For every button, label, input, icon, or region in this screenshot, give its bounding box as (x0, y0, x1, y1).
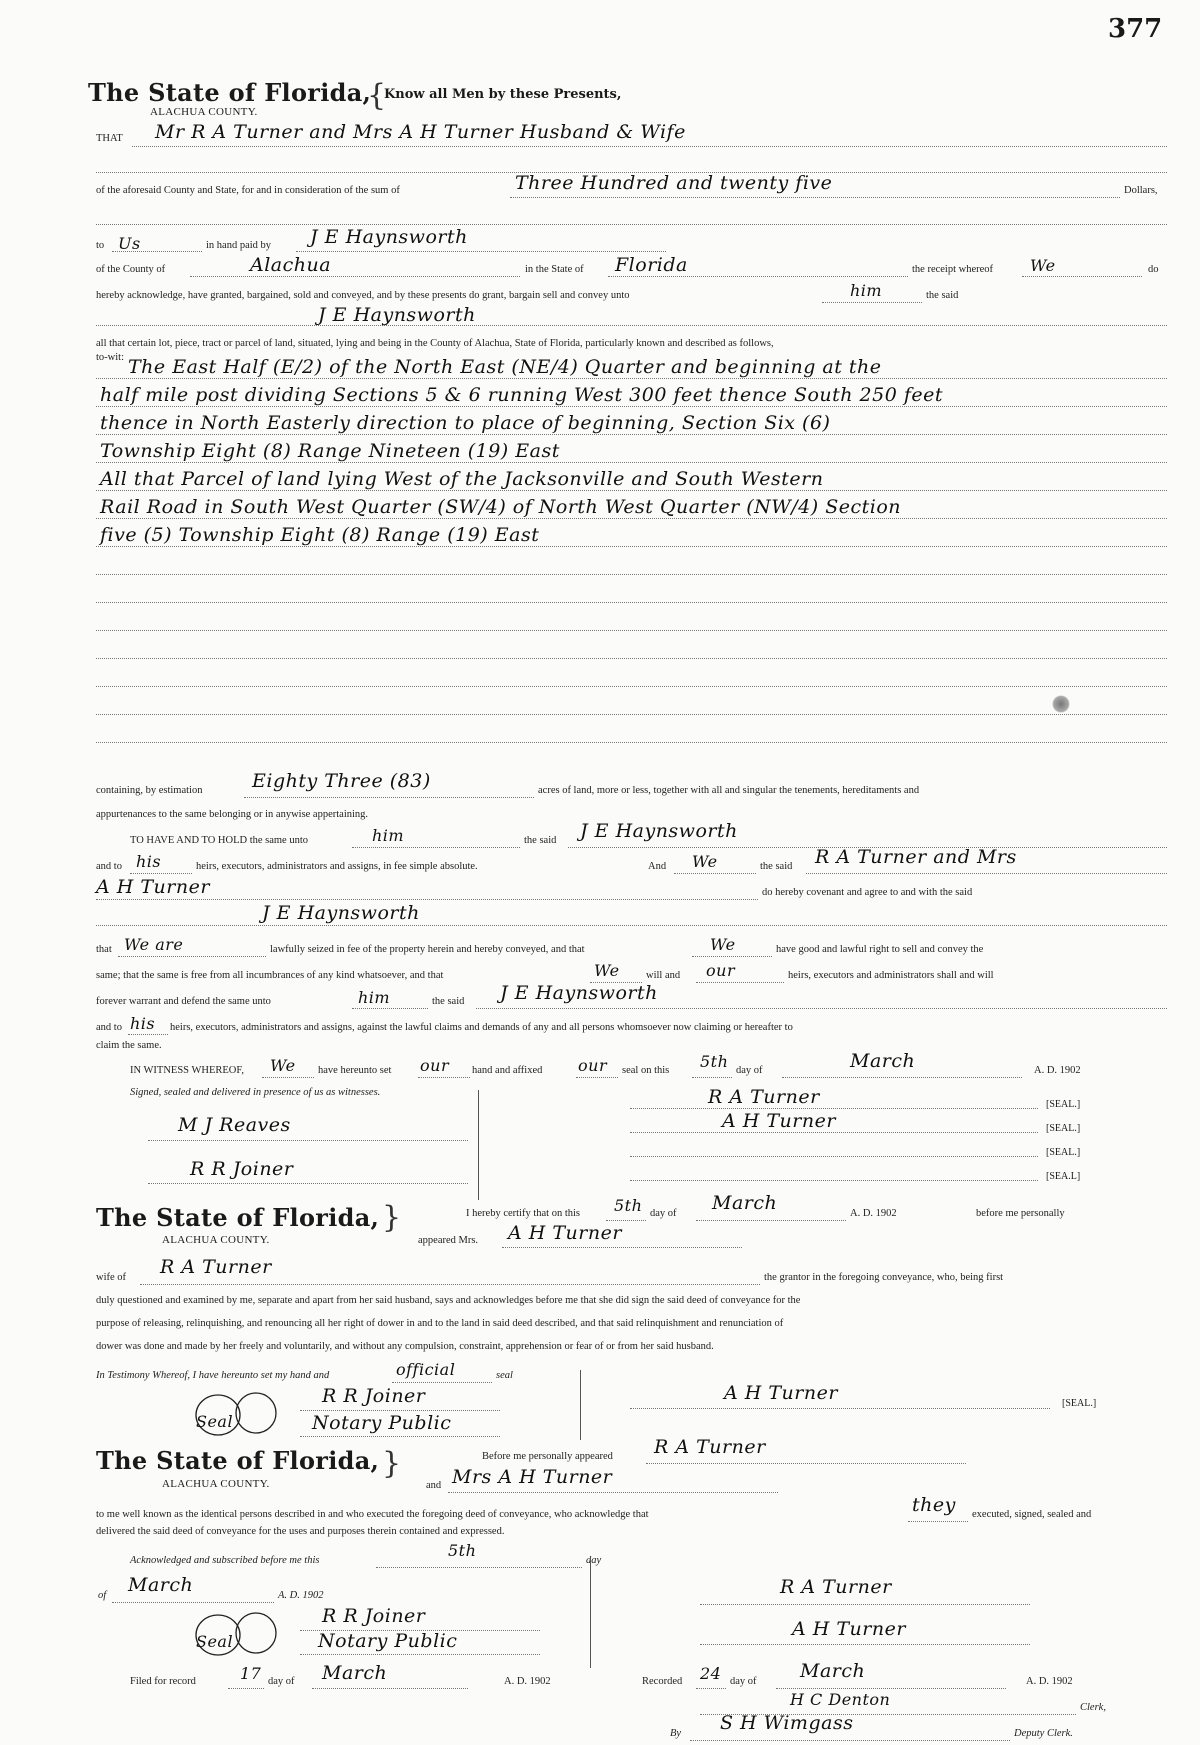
county-label: ALACHUA COUNTY. (150, 106, 258, 118)
description-line-2: half mile post dividing Sections 5 & 6 running West 300 feet thence South 250 feet (100, 384, 944, 406)
him-handwritten: him (358, 988, 391, 1007)
dower-body-2: purpose of releasing, relinquishing, and renouncing all her right of dower in and to the land in said deed described, and that said relinquishment and renunciation of (96, 1318, 784, 1329)
witness-1: M J Reaves (178, 1114, 291, 1136)
description-line-7: five (5) Township Eight (8) Range (19) East (100, 524, 540, 546)
ack-bracket (590, 1558, 591, 1668)
description-line-3: thence in North Easterly direction to place of beginning, Section Six (6) (100, 412, 831, 434)
dower-bracket (580, 1370, 581, 1440)
dower-body-3: dower was done and made by her freely and voluntarily, and without any compulsion, constraint, apprehension or fear of or from her said husband. (96, 1341, 714, 1352)
his-handwritten: his (130, 1014, 156, 1033)
have-set-label: have hereunto set (318, 1065, 392, 1076)
consideration-handwritten: Three Hundred and twenty five (515, 172, 833, 194)
appeared-handwritten: A H Turner (508, 1222, 622, 1244)
ack-and-label: and (426, 1480, 442, 1491)
dower-before-me: before me personally (976, 1208, 1065, 1219)
dower-day-of: day of (650, 1208, 677, 1219)
grantors-handwritten-3: A H Turner (96, 876, 210, 898)
we-are-handwritten: We are (124, 935, 184, 954)
heirs-against-text: heirs, executors, administrators and assigns, against the lawful claims and demands of any and all persons whomsoever now claiming or hereafter to (170, 1022, 793, 1033)
state-of-label: in the State of (525, 264, 584, 275)
ack-of-label: of (98, 1590, 107, 1601)
witness-bracket (478, 1090, 479, 1200)
we-handwritten-3: We (594, 961, 620, 980)
know-all-men: Know all Men by these Presents, (384, 87, 622, 102)
in-hand-paid-label: in hand paid by (206, 240, 272, 251)
dower-seal-handwritten: Seal (196, 1412, 234, 1431)
signed-sealed-text: Signed, sealed and delivered in presence of us as witnesses. (130, 1087, 381, 1098)
dower-notary-name: R R Joiner (322, 1385, 426, 1407)
filed-ad: A. D. 1902 (504, 1676, 551, 1687)
recorded-month-handwritten: March (800, 1660, 866, 1682)
filed-label: Filed for record (130, 1676, 196, 1687)
recorded-day-of: day of (730, 1676, 757, 1687)
claim-text: claim the same. (96, 1040, 162, 1051)
the-said-3: the said (760, 861, 793, 872)
filed-month-handwritten: March (322, 1662, 388, 1684)
signature-1: R A Turner (708, 1086, 820, 1108)
state-of-handwritten: Florida (615, 254, 688, 276)
ack-signature-2: A H Turner (792, 1618, 906, 1640)
and-to-label: and to (96, 861, 122, 872)
acres-text: acres of land, more or less, together with all and singular the tenements, hereditaments and (538, 785, 920, 796)
to-label: to (96, 240, 105, 251)
seal-label-2: [SEAL.] (1046, 1123, 1081, 1134)
our-handwritten-2: our (420, 1056, 450, 1075)
grantors-handwritten-2: R A Turner and Mrs (815, 846, 1017, 868)
dower-certify-text: I hereby certify that on this (466, 1208, 581, 1219)
ack-body-2: delivered the said deed of conveyance for the uses and purposes therein contained and expressed. (96, 1526, 505, 1537)
ink-smudge (1052, 695, 1070, 713)
grantee-handwritten-4: J E Haynsworth (500, 982, 658, 1004)
land-text: all that certain lot, piece, tract or parcel of land, situated, lying and being in the County of Alachua, State of Florida, particularly known and described as follows, (96, 338, 774, 349)
paid-by-handwritten: J E Haynsworth (310, 226, 468, 248)
we-handwritten-2: We (710, 935, 736, 954)
county-of-label: of the County of (96, 264, 166, 275)
by-label: By (670, 1728, 682, 1739)
recorded-day-handwritten: 24 (700, 1664, 722, 1683)
witness-day-handwritten: 5th (700, 1052, 729, 1071)
witness-label: IN WITNESS WHEREOF, (130, 1065, 244, 1076)
hand-affixed-label: hand and affixed (472, 1065, 543, 1076)
witness-month-handwritten: March (850, 1050, 916, 1072)
witness-2: R R Joiner (190, 1158, 294, 1180)
that-label-2: that (96, 944, 112, 955)
seal-label-4: [SEA.L] (1046, 1171, 1081, 1182)
dower-seal-label: [SEAL.] (1062, 1398, 1097, 1409)
ack-and-handwritten: Mrs A H Turner (452, 1466, 613, 1488)
grantors-handwritten: Mr R A Turner and Mrs A H Turner Husband & Wife (155, 121, 686, 143)
and-label: And (648, 861, 667, 872)
dollars-label: Dollars, (1124, 185, 1158, 196)
our-handwritten: our (706, 961, 736, 980)
description-line-4: Township Eight (8) Range Nineteen (19) East (100, 440, 560, 462)
same-text: same; that the same is free from all incumbrances of any kind whatsoever, and that (96, 970, 444, 981)
county-of-handwritten: Alachua (250, 254, 332, 276)
filed-day-handwritten: 17 (240, 1664, 262, 1683)
clerk-handwritten: H C Denton (790, 1690, 891, 1709)
dower-county: ALACHUA COUNTY. (162, 1234, 270, 1246)
ack-day-label: day (586, 1555, 602, 1566)
ack-executed-text: executed, signed, sealed and (972, 1509, 1092, 1520)
the-said-2: the said (524, 835, 557, 846)
receipt-handwritten: We (1030, 256, 1056, 275)
state-title: The State of Florida, (88, 78, 372, 107)
good-right-text: have good and lawful right to sell and convey the (776, 944, 984, 955)
wife-of-label: wife of (96, 1272, 127, 1283)
witness-we-handwritten: We (270, 1056, 296, 1075)
appurtenances-text: appurtenances to the same belonging or in anywise appertaining. (96, 809, 369, 820)
dower-body-1: duly questioned and examined by me, separate and apart from her said husband, says and acknowledges before me that she did sign the said deed of conveyance for the (96, 1295, 801, 1306)
seal-on-this-label: seal on this (622, 1065, 670, 1076)
to-wit-label: to-wit: (96, 352, 124, 363)
deputy-handwritten: S H Wimgass (720, 1712, 854, 1734)
and-to-label-2: and to (96, 1022, 122, 1033)
day-of-label: day of (736, 1065, 763, 1076)
seal-label-3: [SEAL.] (1046, 1147, 1081, 1158)
description-line-5: All that Parcel of land lying West of the Jacksonville and South Western (100, 468, 824, 490)
grant-text: hereby acknowledge, have granted, bargained, sold and conveyed, and by these presents do grant, bargain sell and convey unto (96, 290, 630, 301)
description-line-6: Rail Road in South West Quarter (SW/4) of North West Quarter (NW/4) Section (100, 496, 902, 518)
ack-brace: } (382, 1446, 402, 1481)
to-handwritten: Us (118, 234, 141, 253)
grantor-text: the grantor in the foregoing conveyance, who, being first (764, 1272, 1004, 1283)
forever-text: forever warrant and defend the same unto (96, 996, 271, 1007)
to-have-handwritten: him (372, 826, 405, 845)
grantee-handwritten-2: J E Haynsworth (580, 820, 738, 842)
ack-seal-handwritten: Seal (196, 1632, 234, 1651)
testimony-text: In Testimony Whereof, I have hereunto set my hand and (96, 1370, 330, 1381)
will-and-label: will and (646, 970, 681, 981)
witness-ad-year: A. D. 1902 (1034, 1065, 1081, 1076)
grant-handwritten: him (850, 281, 883, 300)
ack-day-handwritten: 5th (448, 1541, 477, 1560)
ack-county: ALACHUA COUNTY. (162, 1478, 270, 1490)
to-have-label: TO HAVE AND TO HOLD the same unto (130, 835, 309, 846)
dower-month-handwritten: March (712, 1192, 778, 1214)
ack-month-handwritten: March (128, 1574, 194, 1596)
heirs-exec-text: heirs, executors and administrators shall and will (788, 970, 994, 981)
ack-body-1: to me well known as the identical persons described in and who executed the foregoing deed of conveyance, who acknowledge that (96, 1509, 649, 1520)
deputy-label: Deputy Clerk. (1014, 1728, 1073, 1739)
containing-label: containing, by estimation (96, 785, 203, 796)
ack-notary-name: R R Joiner (322, 1605, 426, 1627)
seal-label-1: [SEAL.] (1046, 1099, 1081, 1110)
page-number: 377 (1108, 14, 1163, 44)
we-handwritten: We (692, 852, 718, 871)
dower-state-title: The State of Florida, (96, 1203, 380, 1232)
do-label: do (1148, 264, 1159, 275)
grantee-handwritten: J E Haynsworth (318, 304, 476, 326)
ack-notary-title: Notary Public (318, 1630, 458, 1652)
wife-of-handwritten: R A Turner (160, 1256, 272, 1278)
the-said-label: the said (926, 290, 959, 301)
that-label: THAT (96, 133, 123, 144)
dower-signature: A H Turner (724, 1382, 838, 1404)
dower-notary-title: Notary Public (312, 1412, 452, 1434)
dower-ad-year: A. D. 1902 (850, 1208, 897, 1219)
clerk-label: Clerk, (1080, 1702, 1106, 1713)
ack-state-title: The State of Florida, (96, 1446, 380, 1475)
recorded-ad: A. D. 1902 (1026, 1676, 1073, 1687)
ack-subscribed-label: Acknowledged and subscribed before me this (130, 1555, 320, 1566)
containing-handwritten: Eighty Three (83) (252, 770, 431, 792)
description-line-1: The East Half (E/2) of the North East (NE/4) Quarter and beginning at the (128, 356, 882, 378)
the-said-4: the said (432, 996, 465, 1007)
ack-before-me-label: Before me personally appeared (482, 1451, 613, 1462)
our-handwritten-3: our (578, 1056, 608, 1075)
filed-day-of: day of (268, 1676, 295, 1687)
signature-2: A H Turner (722, 1110, 836, 1132)
consideration-label: of the aforesaid County and State, for and in consideration of the sum of (96, 185, 400, 196)
dower-brace: } (382, 1200, 402, 1235)
and-to-handwritten: his (136, 852, 162, 871)
brace: { (367, 78, 387, 113)
covenant-text: do hereby covenant and agree to and with the said (762, 887, 973, 898)
ack-ad-label: A. D. 1902 (278, 1590, 324, 1601)
receipt-label: the receipt whereof (912, 264, 994, 275)
ack-appeared-handwritten: R A Turner (654, 1436, 766, 1458)
grantee-handwritten-3: J E Haynsworth (262, 902, 420, 924)
heirs-text: heirs, executors, administrators and assigns, in fee simple absolute. (196, 861, 478, 872)
they-handwritten: they (912, 1494, 956, 1516)
appeared-label: appeared Mrs. (418, 1235, 479, 1246)
ack-signature-1: R A Turner (780, 1576, 892, 1598)
seized-text: lawfully seized in fee of the property herein and hereby conveyed, and that (270, 944, 585, 955)
testimony-handwritten: official (396, 1360, 456, 1379)
testimony-seal-word: seal (496, 1370, 513, 1381)
recorded-label: Recorded (642, 1676, 683, 1687)
dower-day-handwritten: 5th (614, 1196, 643, 1215)
